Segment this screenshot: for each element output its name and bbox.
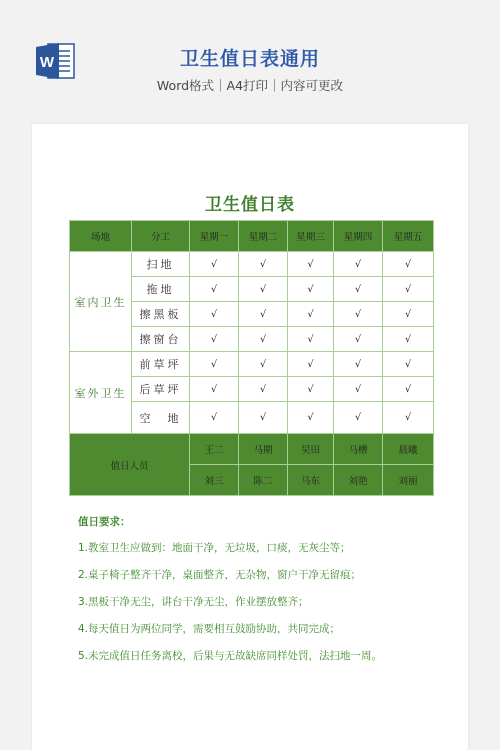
staff-name-cell: 马槽 xyxy=(334,434,383,465)
area-cell: 室外卫生 xyxy=(70,352,132,434)
check-cell: √ xyxy=(288,377,334,402)
check-cell: √ xyxy=(383,302,434,327)
staff-name-cell: 吴田 xyxy=(288,434,334,465)
document-page xyxy=(32,124,468,750)
staff-name-cell: 陈二 xyxy=(239,465,288,496)
requirement-item: 4.每天值日为两位同学，需要相互鼓励协助，共同完成； xyxy=(78,623,341,635)
task-cell: 擦窗台 xyxy=(132,327,190,352)
staff-name-cell: 刘丽 xyxy=(383,465,434,496)
staff-name-cell: 王二 xyxy=(190,434,239,465)
check-cell: √ xyxy=(288,352,334,377)
header xyxy=(0,0,500,110)
check-cell: √ xyxy=(239,327,288,352)
header-cell: 星期一 xyxy=(190,221,239,252)
check-cell: √ xyxy=(334,402,383,434)
check-cell: √ xyxy=(288,277,334,302)
staff-name-cell: 马东 xyxy=(288,465,334,496)
check-cell: √ xyxy=(334,302,383,327)
staff-name-cell: 刘三 xyxy=(190,465,239,496)
page-subtitle: Word格式｜A4打印｜内容可更改 xyxy=(156,78,344,93)
header-cell: 星期三 xyxy=(288,221,334,252)
check-cell: √ xyxy=(190,377,239,402)
header-cell: 星期五 xyxy=(383,221,434,252)
task-cell: 拖地 xyxy=(132,277,190,302)
check-cell: √ xyxy=(239,277,288,302)
table-row xyxy=(70,252,434,277)
check-cell: √ xyxy=(334,252,383,277)
staff-label: 值日人员 xyxy=(70,434,190,496)
staff-name-cell: 马期 xyxy=(239,434,288,465)
task-cell: 空 地 xyxy=(132,402,190,434)
check-cell: √ xyxy=(383,352,434,377)
document-title: 卫生值日表 xyxy=(205,195,295,215)
table-row xyxy=(70,352,434,377)
requirements-section xyxy=(78,514,458,675)
task-cell: 擦黑板 xyxy=(132,302,190,327)
check-cell: √ xyxy=(334,352,383,377)
check-cell: √ xyxy=(383,252,434,277)
task-cell: 后草坪 xyxy=(132,377,190,402)
check-cell: √ xyxy=(239,402,288,434)
check-cell: √ xyxy=(190,352,239,377)
check-cell: √ xyxy=(239,377,288,402)
requirement-item: 1.教室卫生应做到：地面干净，无垃圾，口痰，无灰尘等； xyxy=(78,542,351,554)
requirement-item: 2.桌子椅子整齐干净，桌面整齐，无杂物，窗户干净无留痕； xyxy=(78,569,362,581)
page-title: 卫生值日表通用 xyxy=(179,48,320,70)
task-cell: 前草坪 xyxy=(132,352,190,377)
check-cell: √ xyxy=(239,302,288,327)
check-cell: √ xyxy=(239,252,288,277)
header-cell: 分工 xyxy=(132,221,190,252)
check-cell: √ xyxy=(288,252,334,277)
area-cell: 室内卫生 xyxy=(70,252,132,352)
requirement-item: 5.未完成值日任务离校，后果与无故缺席同样处罚，法扫地一周。 xyxy=(78,650,383,662)
check-cell: √ xyxy=(334,327,383,352)
requirement-item: 3.黑板干净无尘，讲台干净无尘，作业摆放整齐； xyxy=(78,596,309,608)
table-header-row xyxy=(70,221,434,252)
check-cell: √ xyxy=(383,277,434,302)
check-cell: √ xyxy=(334,277,383,302)
check-cell: √ xyxy=(288,302,334,327)
check-cell: √ xyxy=(239,352,288,377)
duty-table xyxy=(69,220,434,496)
header-cell: 星期四 xyxy=(334,221,383,252)
staff-name-cell: 晨曦 xyxy=(383,434,434,465)
check-cell: √ xyxy=(383,402,434,434)
check-cell: √ xyxy=(190,327,239,352)
staff-row xyxy=(70,434,434,465)
header-cell: 场地 xyxy=(70,221,132,252)
check-cell: √ xyxy=(190,277,239,302)
staff-name-cell: 刘艳 xyxy=(334,465,383,496)
check-cell: √ xyxy=(334,377,383,402)
check-cell: √ xyxy=(190,302,239,327)
check-cell: √ xyxy=(190,252,239,277)
check-cell: √ xyxy=(288,327,334,352)
check-cell: √ xyxy=(190,402,239,434)
word-icon-letter: W xyxy=(39,54,55,71)
header-cell: 星期二 xyxy=(239,221,288,252)
task-cell: 扫地 xyxy=(132,252,190,277)
check-cell: √ xyxy=(383,327,434,352)
check-cell: √ xyxy=(383,377,434,402)
check-cell: √ xyxy=(288,402,334,434)
requirements-title: 值日要求： xyxy=(78,516,131,528)
